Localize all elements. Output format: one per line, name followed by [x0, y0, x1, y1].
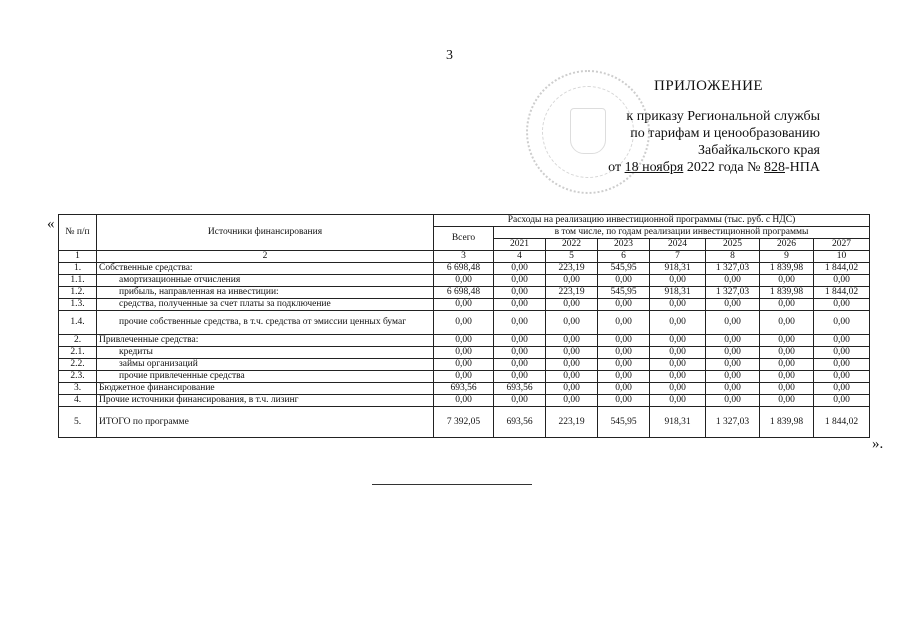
row-year-value: 918,31 [650, 263, 706, 275]
table-row [59, 407, 870, 438]
appendix-date-line [580, 159, 820, 176]
row-year-value: 0,00 [814, 347, 870, 359]
row-number: 1.4. [59, 311, 97, 335]
row-year-value: 0,00 [546, 359, 598, 371]
row-year-value: 0,00 [760, 371, 814, 383]
row-source-name: средства, полученные за счет платы за подключение [97, 299, 434, 311]
row-year-value: 0,00 [598, 299, 650, 311]
row-year-value: 0,00 [546, 335, 598, 347]
row-number: 1.2. [59, 287, 97, 299]
row-total-value: 6 698,48 [434, 263, 494, 275]
row-source-name: амортизационные отчисления [97, 275, 434, 287]
date-prefix: от [608, 160, 625, 175]
row-year-value: 0,00 [650, 383, 706, 395]
row-year-value: 0,00 [494, 371, 546, 383]
row-total-value: 6 698,48 [434, 287, 494, 299]
row-year-value: 0,00 [546, 395, 598, 407]
row-year-value: 0,00 [598, 395, 650, 407]
row-year-value: 0,00 [494, 299, 546, 311]
header-year: 2027 [814, 239, 870, 251]
date-mid: 2022 года № [683, 160, 764, 175]
row-year-value: 0,00 [598, 335, 650, 347]
row-year-value: 0,00 [706, 311, 760, 335]
table-row [59, 395, 870, 407]
row-year-value: 0,00 [546, 299, 598, 311]
column-number: 5 [546, 251, 598, 263]
column-number: 2 [97, 251, 434, 263]
row-total-value: 693,56 [434, 383, 494, 395]
row-year-value: 0,00 [546, 311, 598, 335]
row-source-name: Бюджетное финансирование [97, 383, 434, 395]
row-year-value: 693,56 [494, 407, 546, 438]
appendix-line-2: по тарифам и ценообразованию [630, 126, 820, 141]
row-year-value: 0,00 [760, 395, 814, 407]
header-year: 2026 [760, 239, 814, 251]
row-year-value: 0,00 [760, 275, 814, 287]
row-year-value: 0,00 [546, 347, 598, 359]
row-year-value: 1 839,98 [760, 407, 814, 438]
row-year-value: 0,00 [650, 359, 706, 371]
table-row [59, 371, 870, 383]
row-number: 2.2. [59, 359, 97, 371]
row-year-value: 0,00 [546, 275, 598, 287]
row-year-value: 0,00 [706, 395, 760, 407]
order-number-suffix: -НПА [785, 160, 820, 175]
row-number: 2.3. [59, 371, 97, 383]
row-year-value: 0,00 [494, 359, 546, 371]
page-number: 3 [446, 48, 453, 63]
column-number: 9 [760, 251, 814, 263]
row-year-value: 0,00 [494, 347, 546, 359]
table-row [59, 359, 870, 371]
row-year-value: 0,00 [706, 299, 760, 311]
column-number: 4 [494, 251, 546, 263]
row-year-value: 0,00 [760, 335, 814, 347]
row-year-value: 1 327,03 [706, 287, 760, 299]
row-year-value: 0,00 [760, 383, 814, 395]
table-row [59, 383, 870, 395]
header-source: Источники финансирования [97, 215, 434, 251]
row-year-value: 0,00 [814, 395, 870, 407]
row-number: 1. [59, 263, 97, 275]
header-expenses: Расходы на реализацию инвестиционной программы (тыс. руб. с НДС) [434, 215, 870, 227]
row-total-value: 7 392,05 [434, 407, 494, 438]
row-source-name: Прочие источники финансирования, в т.ч. лизинг [97, 395, 434, 407]
row-year-value: 0,00 [706, 335, 760, 347]
row-source-name: прочие привлеченные средства [97, 371, 434, 383]
row-year-value: 918,31 [650, 287, 706, 299]
row-number: 1.3. [59, 299, 97, 311]
row-year-value: 223,19 [546, 263, 598, 275]
header-total: Всего [434, 227, 494, 251]
row-total-value: 0,00 [434, 335, 494, 347]
footer-divider [372, 484, 532, 485]
order-date: 18 ноября [624, 160, 684, 175]
column-number: 7 [650, 251, 706, 263]
row-source-name: прочие собственные средства, в т.ч. средства от эмиссии ценных бумаг [97, 311, 434, 335]
row-number: 5. [59, 407, 97, 438]
row-year-value: 545,95 [598, 287, 650, 299]
row-year-value: 0,00 [650, 371, 706, 383]
financing-sources-table [58, 214, 870, 438]
row-number: 2. [59, 335, 97, 347]
table-row [59, 263, 870, 275]
row-year-value: 0,00 [814, 359, 870, 371]
row-total-value: 0,00 [434, 311, 494, 335]
row-source-name: ИТОГО по программе [97, 407, 434, 438]
row-number: 3. [59, 383, 97, 395]
row-year-value: 0,00 [598, 359, 650, 371]
row-year-value: 545,95 [598, 263, 650, 275]
table-row [59, 299, 870, 311]
row-year-value: 1 327,03 [706, 263, 760, 275]
row-year-value: 0,00 [598, 347, 650, 359]
row-year-value: 0,00 [494, 395, 546, 407]
row-number: 2.1. [59, 347, 97, 359]
row-year-value: 0,00 [650, 335, 706, 347]
header-year: 2025 [706, 239, 760, 251]
header-by-years: в том числе, по годам реализации инвестиционной программы [494, 227, 870, 239]
row-year-value: 0,00 [760, 359, 814, 371]
row-total-value: 0,00 [434, 347, 494, 359]
row-total-value: 0,00 [434, 359, 494, 371]
appendix-title: ПРИЛОЖЕНИЕ [654, 78, 764, 94]
column-number: 1 [59, 251, 97, 263]
row-source-name: Собственные средства: [97, 263, 434, 275]
table-row [59, 287, 870, 299]
header-year: 2022 [546, 239, 598, 251]
row-year-value: 0,00 [494, 263, 546, 275]
row-year-value: 0,00 [494, 311, 546, 335]
row-year-value: 1 327,03 [706, 407, 760, 438]
row-year-value: 1 844,02 [814, 287, 870, 299]
appendix-line-3: Забайкальского края [697, 143, 820, 158]
row-year-value: 0,00 [706, 347, 760, 359]
header-year: 2023 [598, 239, 650, 251]
row-year-value: 0,00 [814, 311, 870, 335]
row-total-value: 0,00 [434, 275, 494, 287]
row-total-value: 0,00 [434, 395, 494, 407]
row-year-value: 1 839,98 [760, 263, 814, 275]
row-year-value: 0,00 [760, 311, 814, 335]
appendix-header [580, 108, 820, 176]
row-number: 4. [59, 395, 97, 407]
row-year-value: 0,00 [706, 371, 760, 383]
row-year-value: 918,31 [650, 407, 706, 438]
row-year-value: 0,00 [814, 371, 870, 383]
row-year-value: 693,56 [494, 383, 546, 395]
header-year: 2021 [494, 239, 546, 251]
row-year-value: 545,95 [598, 407, 650, 438]
row-year-value: 0,00 [598, 311, 650, 335]
column-number: 10 [814, 251, 870, 263]
row-source-name: прибыль, направленная на инвестиции: [97, 287, 434, 299]
opening-quote: « [47, 216, 55, 232]
row-year-value: 0,00 [706, 359, 760, 371]
row-year-value: 0,00 [814, 299, 870, 311]
row-year-value: 0,00 [706, 383, 760, 395]
row-year-value: 223,19 [546, 407, 598, 438]
appendix-line-1: к приказу Региональной службы [626, 109, 820, 124]
row-year-value: 0,00 [546, 371, 598, 383]
row-year-value: 0,00 [760, 299, 814, 311]
row-year-value: 0,00 [650, 275, 706, 287]
row-year-value: 0,00 [598, 383, 650, 395]
row-year-value: 0,00 [494, 275, 546, 287]
row-source-name: займы организаций [97, 359, 434, 371]
row-year-value: 0,00 [814, 335, 870, 347]
row-year-value: 1 844,02 [814, 263, 870, 275]
row-total-value: 0,00 [434, 299, 494, 311]
table-row [59, 311, 870, 335]
row-year-value: 0,00 [650, 299, 706, 311]
table-row [59, 275, 870, 287]
table-row [59, 347, 870, 359]
row-year-value: 0,00 [546, 383, 598, 395]
table-row [59, 335, 870, 347]
row-year-value: 0,00 [814, 383, 870, 395]
header-num: № п/п [59, 215, 97, 251]
row-year-value: 0,00 [650, 311, 706, 335]
row-year-value: 0,00 [760, 347, 814, 359]
row-year-value: 223,19 [546, 287, 598, 299]
row-year-value: 1 844,02 [814, 407, 870, 438]
row-year-value: 0,00 [598, 275, 650, 287]
row-year-value: 0,00 [650, 395, 706, 407]
row-year-value: 0,00 [598, 371, 650, 383]
header-year: 2024 [650, 239, 706, 251]
row-year-value: 0,00 [494, 287, 546, 299]
column-number: 8 [706, 251, 760, 263]
row-year-value: 0,00 [650, 347, 706, 359]
row-source-name: Привлеченные средства: [97, 335, 434, 347]
column-number: 3 [434, 251, 494, 263]
column-number: 6 [598, 251, 650, 263]
order-number: 828 [764, 160, 785, 175]
row-year-value: 0,00 [494, 335, 546, 347]
closing-quote: ». [872, 436, 884, 452]
row-year-value: 0,00 [706, 275, 760, 287]
row-total-value: 0,00 [434, 371, 494, 383]
row-year-value: 1 839,98 [760, 287, 814, 299]
row-number: 1.1. [59, 275, 97, 287]
row-year-value: 0,00 [814, 275, 870, 287]
row-source-name: кредиты [97, 347, 434, 359]
column-numbers-row [59, 251, 870, 263]
